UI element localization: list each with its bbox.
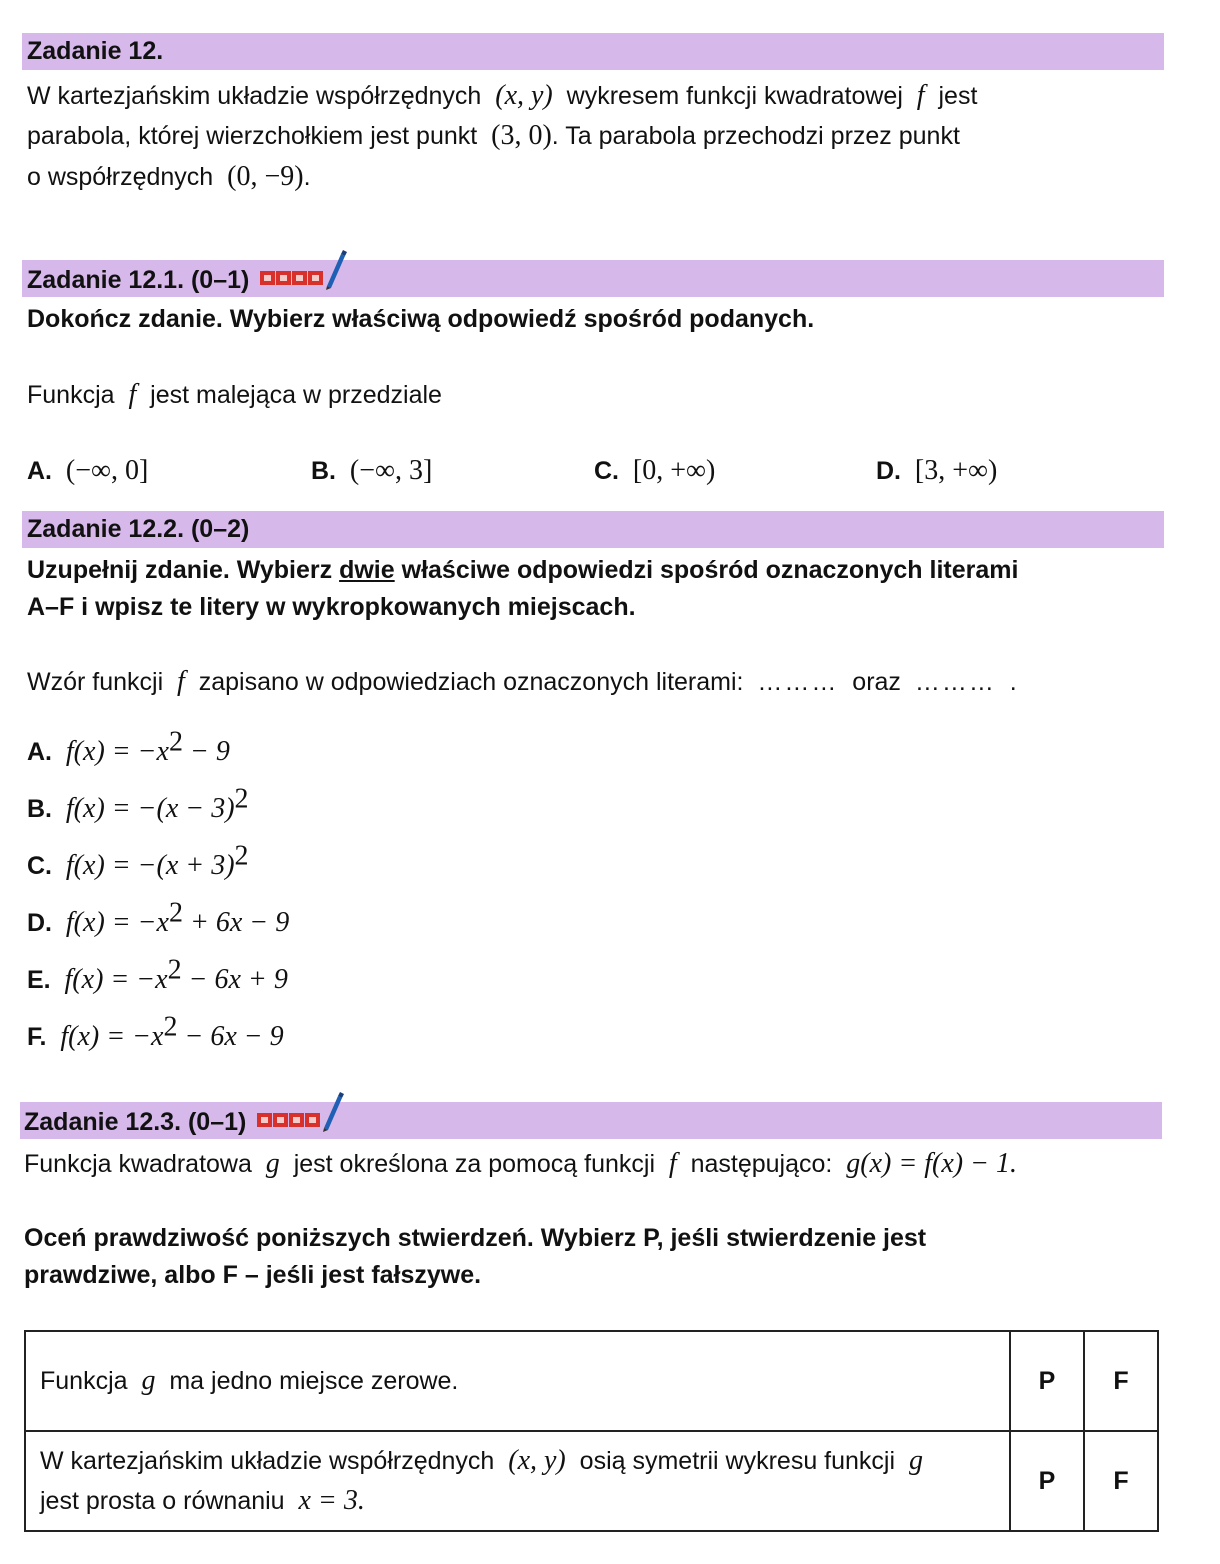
text: Funkcja xyxy=(27,381,115,409)
sub1-stem xyxy=(27,375,442,415)
math-g: g xyxy=(141,1365,156,1396)
text: . xyxy=(1009,668,1017,696)
sub2-option-a[interactable] xyxy=(27,726,230,772)
text: ma jedno miejsce zerowe. xyxy=(169,1367,459,1395)
pen-icon xyxy=(323,250,347,301)
math-xy: (x, y) xyxy=(495,80,553,111)
sub2-header: Zadanie 12.2. (0–2) xyxy=(27,515,250,543)
formula-rest: − 6x + 9 xyxy=(181,964,288,995)
formula-rest: − 9 xyxy=(182,736,230,767)
text: . Ta parabola przechodzi przez punkt xyxy=(551,122,960,150)
option-letter: D. xyxy=(27,909,52,937)
grid-squares-icon xyxy=(256,1104,322,1141)
text: jest prosta o równaniu xyxy=(40,1487,285,1515)
math-f: f xyxy=(668,1148,677,1179)
sub3-instruction-line-1: Oceń prawdziwość poniższych stwierdzeń. Wybierz P, jeśli stwierdzenie jest xyxy=(24,1224,927,1252)
sub2-instruction-line-2: A–F i wpisz te litery w wykropkowanych miejscach. xyxy=(27,593,636,621)
sub2-option-e[interactable] xyxy=(27,954,288,1000)
option-value: [0, +∞) xyxy=(632,455,716,486)
sub1-header: Zadanie 12.1. (0–1) xyxy=(27,266,250,294)
math-g: g xyxy=(265,1148,280,1179)
underlined-word: dwie xyxy=(339,556,395,584)
exponent: 2 xyxy=(234,783,249,815)
formula: f(x) = −x xyxy=(64,964,168,995)
table-row xyxy=(25,1431,1158,1531)
text: oraz xyxy=(852,668,901,696)
text: jest określona za pomocą funkcji xyxy=(293,1150,655,1178)
sub1-option-b[interactable] xyxy=(311,451,432,491)
sub2-option-f[interactable] xyxy=(27,1011,284,1057)
grid-squares-icon xyxy=(259,262,325,299)
text: o współrzędnych xyxy=(27,163,214,191)
math-f: f xyxy=(177,666,185,697)
statement-line-1 xyxy=(40,1441,995,1481)
text: właściwe odpowiedzi spośród oznaczonych literami xyxy=(401,556,1019,584)
math-definition: g(x) = f(x) − 1. xyxy=(846,1148,1018,1179)
answer-f-cell[interactable]: F xyxy=(1084,1331,1158,1431)
sub3-instruction-line-2: prawdziwe, albo F – jeśli jest fałszywe. xyxy=(24,1261,482,1289)
answer-blank-2[interactable]: ……… xyxy=(914,668,996,696)
option-value: (−∞, 0] xyxy=(65,455,149,486)
text: jest malejąca w przedziale xyxy=(150,381,442,409)
exponent: 2 xyxy=(163,1011,178,1043)
answer-p-cell[interactable]: P xyxy=(1010,1431,1084,1531)
math-f: f xyxy=(128,379,137,410)
sub1-instruction: Dokończ zdanie. Wybierz właściwą odpowiedź spośród podanych. xyxy=(27,305,815,333)
answer-f-cell[interactable]: F xyxy=(1084,1431,1158,1531)
sub2-option-b[interactable] xyxy=(27,783,249,829)
exponent: 2 xyxy=(167,954,182,986)
exponent: 2 xyxy=(168,897,183,929)
option-letter: C. xyxy=(594,457,619,485)
option-letter: C. xyxy=(27,852,52,880)
statement-cell xyxy=(25,1331,1010,1431)
formula-rest: − 6x − 9 xyxy=(177,1021,284,1052)
sub2-option-c[interactable] xyxy=(27,840,249,886)
task-intro-line-1 xyxy=(27,76,977,116)
text: W kartezjańskim układzie współrzędnych xyxy=(27,82,482,110)
answer-blank-1[interactable]: ……… xyxy=(757,668,839,696)
math-f: f xyxy=(916,80,925,111)
task-intro-line-3 xyxy=(27,157,311,197)
text: osią symetrii wykresu funkcji xyxy=(579,1447,896,1475)
text: zapisano w odpowiedziach oznaczonych literami: xyxy=(198,668,744,696)
task-header: Zadanie 12. xyxy=(27,37,164,65)
text: W kartezjańskim układzie współrzędnych xyxy=(40,1447,495,1475)
sub2-stem xyxy=(27,662,1017,702)
text: Uzupełnij zdanie. Wybierz xyxy=(27,556,333,584)
math-xy: (x, y) xyxy=(508,1445,566,1476)
true-false-table xyxy=(24,1330,1159,1532)
text: następująco: xyxy=(690,1150,833,1178)
sub3-definition xyxy=(24,1144,1017,1184)
task-intro-line-2 xyxy=(27,116,960,156)
sub1-option-d[interactable] xyxy=(876,451,997,491)
option-letter: A. xyxy=(27,738,52,766)
option-value: (−∞, 3] xyxy=(349,455,433,486)
table-row xyxy=(25,1331,1158,1431)
formula: f(x) = −(x − 3) xyxy=(65,793,235,824)
sub3-header-row xyxy=(24,1102,344,1143)
text: wykresem funkcji kwadratowej xyxy=(566,82,903,110)
math-vertex: (3, 0) xyxy=(491,120,552,151)
formula: f(x) = −x xyxy=(65,907,169,938)
pen-icon xyxy=(320,1092,344,1143)
text: Funkcja xyxy=(40,1367,128,1395)
formula: f(x) = −(x + 3) xyxy=(65,850,235,881)
sub1-option-c[interactable] xyxy=(594,451,715,491)
sub2-instruction-line-1 xyxy=(27,550,1018,590)
formula-rest: + 6x − 9 xyxy=(182,907,290,938)
statement-line-2 xyxy=(40,1481,995,1521)
option-letter: F. xyxy=(27,1023,47,1051)
math-g: g xyxy=(908,1445,923,1476)
sub1-option-a[interactable] xyxy=(27,451,148,491)
sub3-header: Zadanie 12.3. (0–1) xyxy=(24,1108,247,1136)
exponent: 2 xyxy=(168,726,183,758)
option-letter: D. xyxy=(876,457,901,485)
option-letter: A. xyxy=(27,457,52,485)
math-point: (0, −9) xyxy=(227,161,304,192)
option-letter: B. xyxy=(311,457,336,485)
formula: f(x) = −x xyxy=(65,736,169,767)
text: jest xyxy=(938,82,978,110)
formula: f(x) = −x xyxy=(60,1021,164,1052)
text: . xyxy=(303,163,311,191)
statement-cell xyxy=(25,1431,1010,1531)
text: Funkcja kwadratowa xyxy=(24,1150,252,1178)
option-value: [3, +∞) xyxy=(914,455,998,486)
option-letter: B. xyxy=(27,795,52,823)
option-letter: E. xyxy=(27,966,51,994)
answer-p-cell[interactable]: P xyxy=(1010,1331,1084,1431)
sub2-option-d[interactable] xyxy=(27,897,290,943)
text: Wzór funkcji xyxy=(27,668,164,696)
exponent: 2 xyxy=(234,840,249,872)
sub1-header-row xyxy=(27,260,347,301)
task-header-band xyxy=(22,33,1164,70)
text: parabola, której wierzchołkiem jest punkt xyxy=(27,122,478,150)
math-equation: x = 3. xyxy=(298,1485,365,1516)
